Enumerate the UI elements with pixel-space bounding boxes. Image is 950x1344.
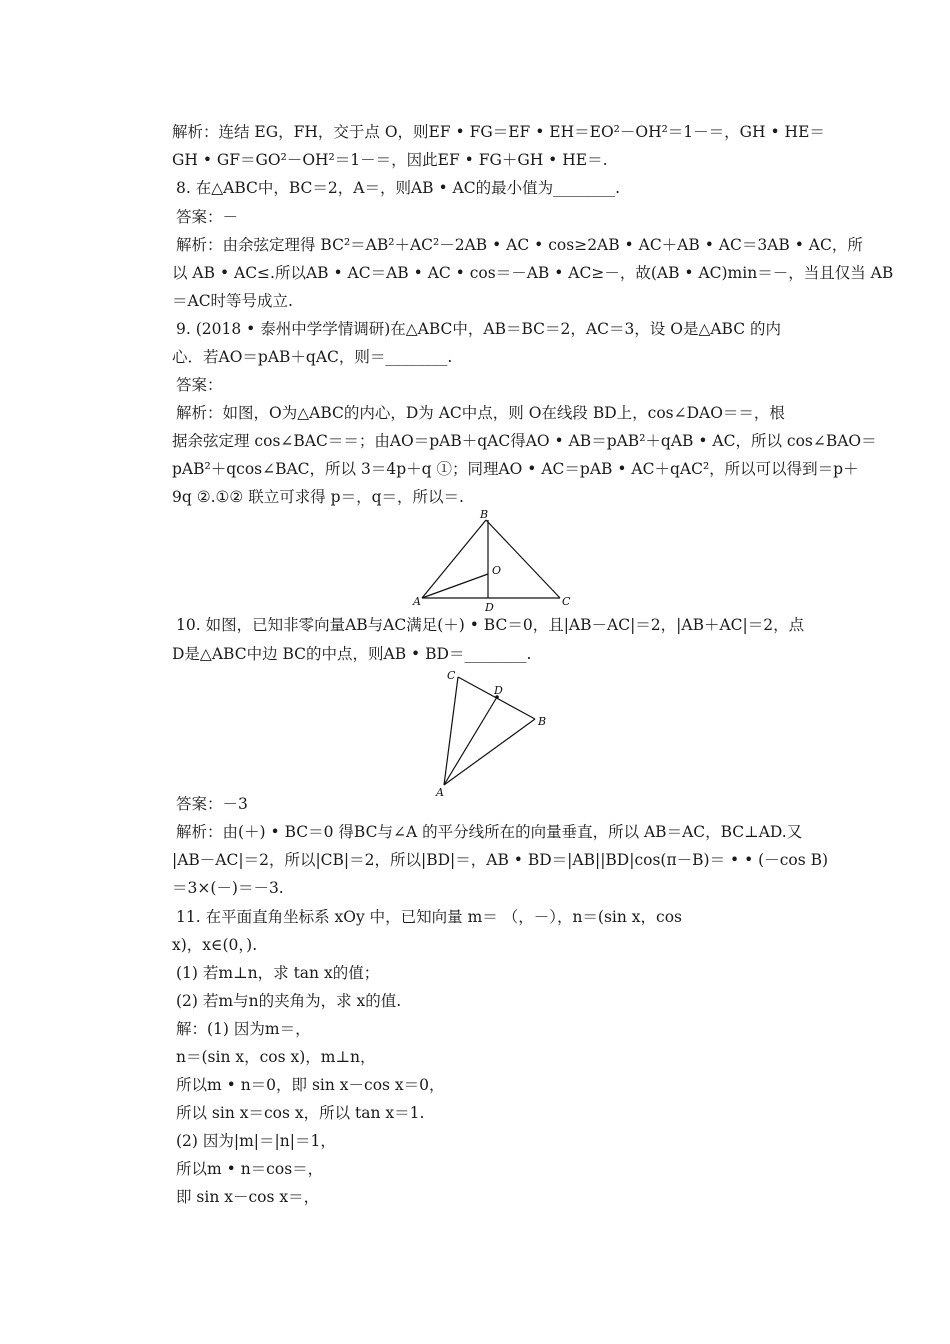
label-b: B — [538, 715, 547, 728]
text-line: ＝AC时等号成立. — [172, 292, 293, 310]
label-o: O — [492, 564, 502, 577]
label-c: C — [562, 595, 571, 608]
solution-line: 所以m • n＝cos＝， — [176, 1160, 324, 1178]
solution-line: 解：(1) 因为m＝， — [176, 1020, 311, 1038]
solution-line: n＝(sin x，cos x)，m⊥n， — [176, 1048, 376, 1066]
text-line: D是△ABC中边 BC的中点，则AB • BD＝________. — [172, 645, 532, 663]
label-b: B — [480, 508, 489, 521]
label-d: D — [485, 601, 494, 612]
problem-8: 8. 在△ABC中，BC＝2，A＝，则AB • AC的最小值为________. — [176, 179, 621, 197]
text-line: 解析：由(＋) • BC＝0 得BC与∠A 的平分线所在的向量垂直，所以 AB＝AC，BC⊥AD.又 — [176, 823, 803, 841]
label-c: C — [447, 669, 456, 682]
solution-line: 即 sin x－cos x＝， — [176, 1188, 320, 1206]
problem-9: 9. (2018 • 泰州中学学情调研)在△ABC中，AB＝BC＝2，AC＝3，设 O是△ABC 的内 — [176, 320, 782, 338]
label-a: A — [413, 595, 421, 608]
problem-10: 10. 如图，已知非零向量AB与AC满足(＋) • BC＝0，且|AB－AC|＝2，|AB＋AC|＝2，点 — [176, 616, 805, 634]
text-line: 据余弦定理 cos∠BAC＝＝；由AO＝pAB＋qAC得AO • AB＝pAB²＋qAB • AC，所以 cos∠BAO＝ — [172, 432, 877, 450]
solution-line: 所以 sin x＝cos x，所以 tan x＝1. — [176, 1104, 425, 1122]
segment-ad — [444, 697, 497, 785]
subquestion-2: (2) 若m与n的夹角为，求 x的值. — [176, 992, 402, 1010]
label-d: D — [494, 684, 503, 697]
solution-line: 所以m • n＝0，即 sin x－cos x＝0， — [176, 1076, 445, 1094]
problem-11: 11. 在平面直角坐标系 xOy 中，已知向量 m＝ （，－），n＝(sin x，cos — [176, 908, 682, 926]
text-line: 解析：由余弦定理得 BC²＝AB²＋AC²－2AB • AC • cos≥2AB • AC＋AB • AC＝3AB • AC，所 — [176, 236, 863, 254]
solution-line: (2) 因为|m|＝|n|＝1， — [176, 1132, 336, 1150]
label-a: A — [436, 786, 444, 799]
text-line: |AB－AC|＝2，所以|CB|＝2，所以|BD|＝，AB • BD＝|AB||BD|cos(π－B)＝ • • (－cos B) — [172, 851, 829, 869]
triangle-figure-1 — [405, 508, 580, 612]
edge-bc — [486, 520, 560, 598]
answer-9: 答案： — [176, 376, 223, 394]
text-line: x)，x∈(0，). — [172, 936, 258, 954]
subquestion-1: (1) 若m⊥n，求 tan x的值； — [176, 964, 380, 982]
text-line: 心．若AO＝pAB＋qAC，则＝________. — [172, 348, 453, 366]
answer-10: 答案：－3 — [176, 795, 248, 813]
edge-ca — [444, 677, 458, 785]
text-line: ＝3×(－)＝－3. — [172, 879, 284, 897]
edge-ab — [444, 719, 535, 785]
text-line: 以 AB • AC≤.所以AB • AC＝AB • AC • cos＝－AB • AC≥－，故(AB • AC)min＝－，当且仅当 AB — [172, 264, 894, 282]
text-line: pAB²＋qcos∠BAC，所以 3＝4p＋q ①；同理AO • AC＝pAB • AC＋qAC²，所以可以得到＝p＋ — [172, 460, 859, 478]
text-line: 9q ②.①② 联立可求得 p＝，q＝，所以＝. — [172, 488, 464, 506]
text-line: GH • GF＝GO²－OH²＝1－＝，因此EF • FG＋GH • HE＝. — [172, 151, 608, 169]
text-line: 解析：连结 EG，FH，交于点 O，则EF • FG＝EF • EH＝EO²－OH²＝1－＝，GH • HE＝ — [172, 123, 825, 141]
text-line: 解析：如图，O为△ABC的内心，D为 AC中点，则 O在线段 BD上，cos∠DAO＝＝，根 — [176, 404, 785, 422]
answer-8: 答案：－ — [176, 208, 239, 226]
triangle-figure-2 — [430, 667, 555, 802]
